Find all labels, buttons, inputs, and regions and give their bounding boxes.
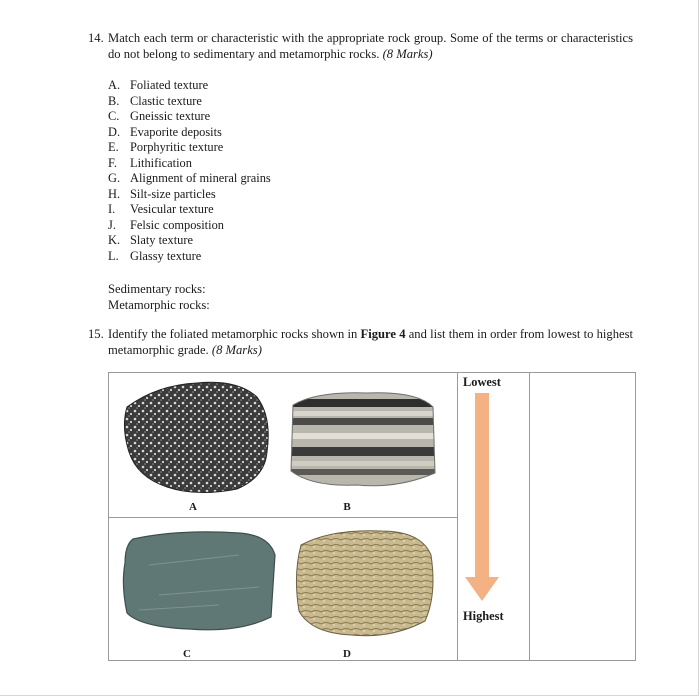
term-item bbox=[108, 140, 271, 156]
metamorphic-rocks-label: Metamorphic rocks: bbox=[108, 298, 210, 312]
table-divider bbox=[529, 373, 530, 660]
term-item bbox=[108, 109, 271, 125]
question-14-prompt: Match each term or characteristic with the appropriate rock group. Some of the terms or characteristics do not belong to sedimentary and metamorphic rocks. bbox=[108, 31, 633, 61]
question-15-text bbox=[108, 326, 633, 358]
question-14-text bbox=[108, 30, 633, 62]
table-divider bbox=[457, 373, 458, 660]
term-item bbox=[108, 202, 271, 218]
question-15-prompt-start: Identify the foliated metamorphic rocks shown in bbox=[108, 327, 361, 341]
rock-label-d: D bbox=[343, 648, 351, 660]
term-item bbox=[108, 249, 271, 265]
question-15-prompt-end: and list them in order from lowest to highest metamorphic grade. bbox=[108, 327, 633, 357]
rock-label-c: C bbox=[183, 648, 191, 660]
term-label: Silt-size particles bbox=[130, 186, 216, 201]
rock-d-image bbox=[291, 525, 437, 641]
term-label: Felsic composition bbox=[130, 217, 224, 232]
term-letter: H. bbox=[108, 186, 121, 201]
term-item bbox=[108, 156, 271, 172]
answer-labels bbox=[108, 281, 210, 313]
question-15-number: 15. bbox=[88, 327, 104, 341]
term-label: Slaty texture bbox=[130, 233, 193, 247]
term-letter: D. bbox=[108, 124, 121, 139]
figure-reference: Figure 4 bbox=[360, 327, 406, 341]
rock-a-image bbox=[117, 377, 277, 499]
term-item bbox=[108, 125, 271, 141]
term-letter: L. bbox=[108, 248, 119, 263]
term-label: Glassy texture bbox=[130, 248, 202, 263]
term-label: Clastic texture bbox=[130, 93, 202, 108]
term-letter: B. bbox=[108, 93, 120, 108]
term-label: Vesicular texture bbox=[130, 202, 214, 216]
question-15 bbox=[88, 326, 633, 358]
term-label: Alignment of mineral grains bbox=[130, 171, 271, 185]
term-item bbox=[108, 171, 271, 187]
term-item bbox=[108, 94, 271, 110]
term-label: Lithification bbox=[130, 155, 192, 170]
question-14-number: 14. bbox=[88, 31, 104, 45]
question-14-marks: (8 Marks) bbox=[382, 47, 433, 61]
term-letter: I. bbox=[108, 202, 116, 216]
sedimentary-rocks-label: Sedimentary rocks: bbox=[108, 282, 206, 296]
table-divider bbox=[109, 517, 457, 518]
term-item bbox=[108, 187, 271, 203]
term-label: Porphyritic texture bbox=[130, 140, 224, 154]
down-arrow-icon bbox=[465, 393, 499, 603]
term-item bbox=[108, 233, 271, 249]
question-14 bbox=[88, 30, 633, 62]
term-letter: K. bbox=[108, 233, 121, 247]
term-label: Foliated texture bbox=[130, 78, 209, 92]
term-list bbox=[108, 78, 271, 264]
rock-c-image bbox=[119, 525, 281, 637]
highest-grade-label: Highest bbox=[463, 609, 504, 623]
term-letter: F. bbox=[108, 155, 117, 170]
term-letter: A. bbox=[108, 78, 121, 92]
term-letter: G. bbox=[108, 171, 121, 185]
lowest-grade-label: Lowest bbox=[463, 375, 501, 389]
rock-label-b: B bbox=[343, 501, 351, 513]
term-label: Evaporite deposits bbox=[130, 124, 222, 139]
term-item bbox=[108, 78, 271, 94]
question-15-marks: (8 Marks) bbox=[211, 343, 262, 357]
term-letter: E. bbox=[108, 140, 119, 154]
term-item bbox=[108, 218, 271, 234]
term-letter: J. bbox=[108, 217, 116, 232]
term-letter: C. bbox=[108, 109, 120, 123]
figure-4-table bbox=[108, 372, 636, 661]
rock-b-image bbox=[287, 385, 439, 493]
term-label: Gneissic texture bbox=[130, 109, 211, 123]
rock-label-a: A bbox=[189, 501, 197, 513]
